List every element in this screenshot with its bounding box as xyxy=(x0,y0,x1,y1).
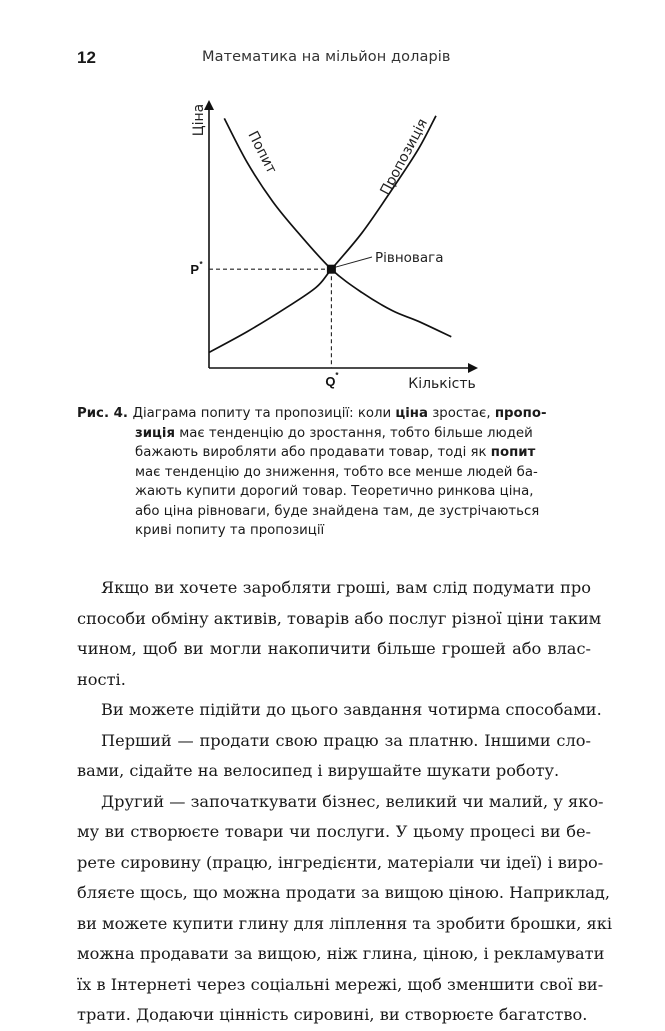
text-line: можна продавати за вищою, ніж глина, ціною, і рекламувати xyxy=(77,944,605,963)
caption-text: Діаграма попиту та пропозиції: коли xyxy=(132,406,396,421)
text-line: Якщо ви хочете заробляти гроші, вам слід подумати про xyxy=(101,578,591,597)
figure-label: Рис. 4. xyxy=(77,406,133,421)
y-axis-label: Ціна xyxy=(191,103,207,137)
text-line: чином, щоб ви могли накопичити більше грошей або влас- xyxy=(77,639,591,658)
paragraph xyxy=(77,573,602,695)
price-marker-star: * xyxy=(199,260,203,270)
caption-text: жають купити дорогий товар. Теоретично ринкова ціна, xyxy=(135,484,534,499)
caption-text: криві попиту та пропозиції xyxy=(135,523,325,538)
x-axis-label: Кількість xyxy=(408,376,476,392)
text-line: їх в Інтернеті через соціальні мережі, щоб зменшити свої ви- xyxy=(77,974,604,994)
text-line: ви можете купити глину для ліплення та зробити брошки, які xyxy=(77,913,613,933)
supply-demand-chart xyxy=(0,0,665,400)
text-line: бляєте щось, що можна продати за вищою ціною. Наприклад, xyxy=(77,883,611,902)
quantity-marker xyxy=(325,371,339,389)
running-title: Математика на мільйон доларів xyxy=(202,49,451,65)
caption-line xyxy=(77,463,590,483)
text-line: вами, сідайте на велосипед і вирушайте шукати роботу. xyxy=(77,761,560,780)
caption-text: має тенденцію до зростання, тобто більше людей xyxy=(175,425,533,441)
text-line: Ви можете підійти до цього завдання чотирма способами. xyxy=(101,700,602,719)
caption-emphasis: зиція xyxy=(135,425,175,441)
demand-curve-label: Попит xyxy=(244,128,280,177)
caption-text: або ціна рівноваги, буде знайдена там, де зустрічаються xyxy=(135,503,540,519)
text-line: рете сировину (працю, інгредієнти, матеріали чи ідеї) і виро- xyxy=(77,852,604,872)
price-marker xyxy=(190,260,203,277)
caption-line xyxy=(77,424,590,444)
caption-line xyxy=(77,404,590,424)
paragraph xyxy=(77,787,613,1031)
caption-emphasis: пропо- xyxy=(494,406,547,421)
caption-text: зростає, xyxy=(427,406,495,421)
text-line: способи обміну активів, товарів або послуг різної ціни таким xyxy=(77,608,602,628)
equilibrium-label: Рівновага xyxy=(375,250,444,266)
text-line: ності. xyxy=(77,669,126,689)
paragraph xyxy=(77,695,602,726)
text-line: Другий — започаткувати бізнес, великий чи малий, у яко- xyxy=(101,791,604,811)
page-number: 12 xyxy=(77,48,96,67)
text-line: Перший — продати свою працю за платню. Іншими сло- xyxy=(101,730,591,750)
text-line: му ви створюєте товари чи послуги. У цьому процесі ви бе- xyxy=(77,822,591,841)
caption-line xyxy=(77,443,590,463)
caption-line xyxy=(77,502,590,522)
price-marker-letter: P xyxy=(190,262,199,278)
caption-emphasis: попит xyxy=(490,445,536,460)
equilibrium-point xyxy=(327,265,336,274)
caption-line xyxy=(77,482,590,502)
text-line: трати. Додаючи цінність сировині, ви створюєте багатство. xyxy=(77,1005,588,1024)
caption-text: має тенденцію до зниження, тобто все менше людей ба- xyxy=(135,464,538,480)
body-text xyxy=(77,573,613,1031)
paragraph xyxy=(77,726,591,787)
quantity-marker-letter: Q xyxy=(325,374,336,389)
caption-line xyxy=(77,521,590,541)
caption-text: бажають виробляти або продавати товар, тоді як xyxy=(135,445,491,460)
quantity-marker-star: * xyxy=(335,371,339,380)
supply-curve-label: Пропозиція xyxy=(377,116,432,198)
figure-caption xyxy=(77,404,590,541)
caption-emphasis: ціна xyxy=(395,406,428,421)
